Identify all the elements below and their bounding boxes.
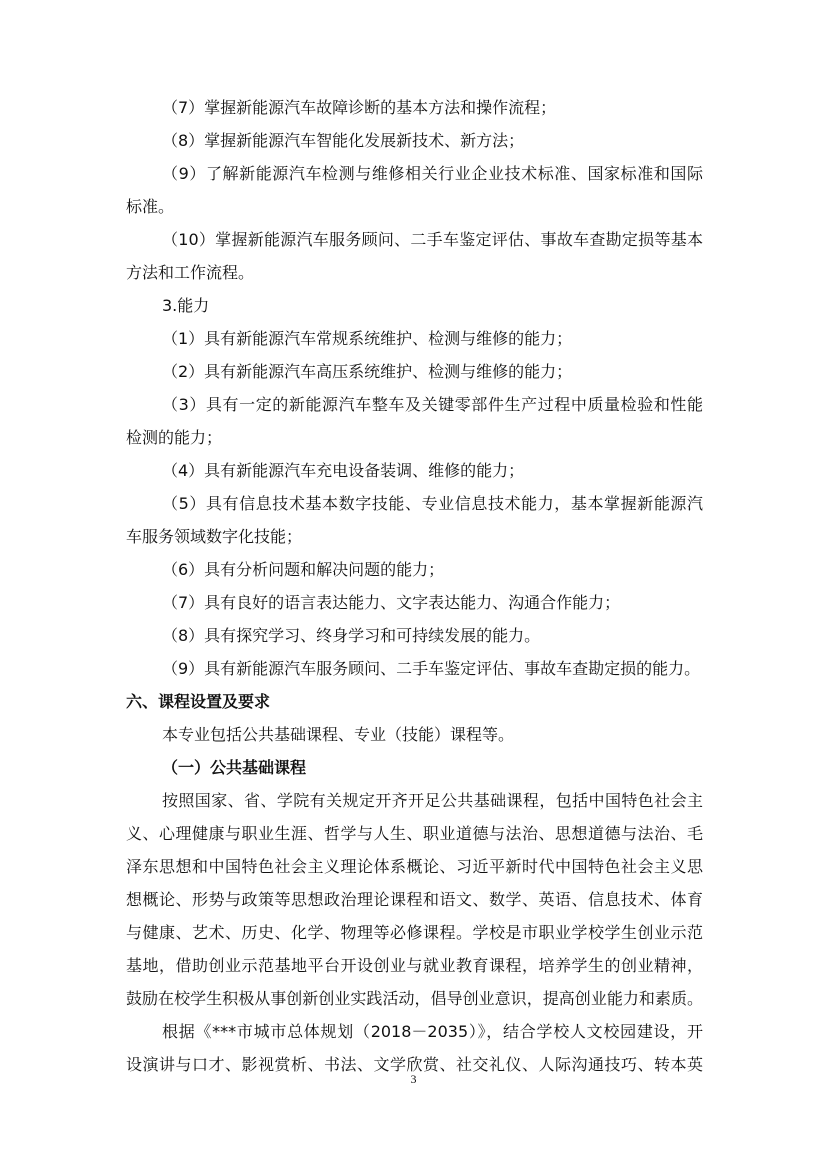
text-line: （7）掌握新能源汽车故障诊断的基本方法和操作流程； [162, 98, 557, 117]
text-line: （7）具有良好的语言表达能力、文字表达能力、沟通合作能力； [162, 593, 621, 612]
text-line: （6）具有分析问题和解决问题的能力； [162, 560, 445, 579]
text-line: 根据《***市城市总体规划（2018－2035）》，结合学校人文校园建设，开 [162, 1022, 703, 1041]
text-line: 与健康、艺术、历史、化学、物理等必修课程。学校是市职业学校学生创业示范 [126, 923, 703, 942]
text-line: （8）具有探究学习、终身学习和可持续发展的能力。 [162, 626, 541, 645]
text-line: 按照国家、省、学院有关规定开齐开足公共基础课程，包括中国特色社会主 [162, 791, 703, 810]
text-line: 车服务领域数字化技能； [126, 527, 303, 546]
text-line: （1）具有新能源汽车常规系统维护、检测与维修的能力； [162, 329, 573, 348]
text-line: （8）掌握新能源汽车智能化发展新技术、新方法； [162, 131, 525, 150]
text-line: 泽东思想和中国特色社会主义理论体系概论、习近平新时代中国特色社会主义思 [126, 857, 703, 876]
section-label: 3.能力 [162, 296, 210, 315]
text-line: 义、心理健康与职业生涯、哲学与人生、职业道德与法治、思想道德与法治、毛 [126, 824, 703, 843]
text-line: （9）具有新能源汽车服务顾问、二手车鉴定评估、事故车查勘定损的能力。 [162, 659, 701, 678]
subsection-heading: （一）公共基础课程 [162, 758, 307, 777]
text-line: 本专业包括公共基础课程、专业（技能）课程等。 [162, 725, 515, 744]
text-line: （4）具有新能源汽车充电设备装调、维修的能力； [162, 461, 525, 480]
text-line: 鼓励在校学生积极从事创新创业实践活动，倡导创业意识，提高创业能力和素质。 [126, 989, 703, 1008]
text-line: 检测的能力； [126, 428, 223, 447]
text-line: 标准。 [126, 197, 175, 216]
text-line: （5）具有信息技术基本数字技能、专业信息技术能力，基本掌握新能源汽 [162, 494, 703, 513]
text-line: （9）了解新能源汽车检测与维修相关行业企业技术标准、国家标准和国际 [162, 164, 703, 183]
text-line: 基地，借助创业示范基地平台开设创业与就业教育课程，培养学生的创业精神， [126, 956, 703, 975]
text-line: 方法和工作流程。 [126, 263, 255, 282]
text-line: 想概论、形势与政策等思想政治理论课程和语文、数学、英语、信息技术、体育 [126, 890, 703, 909]
text-line: 设演讲与口才、影视赏析、书法、文学欣赏、社交礼仪、人际沟通技巧、转本英 [126, 1055, 703, 1074]
text-line: （3）具有一定的新能源汽车整车及关键零部件生产过程中质量检验和性能 [162, 395, 703, 414]
section-heading: 六、课程设置及要求 [126, 692, 271, 711]
text-line: （10）掌握新能源汽车服务顾问、二手车鉴定评估、事故车查勘定损等基本 [162, 230, 703, 249]
text-line: （2）具有新能源汽车高压系统维护、检测与维修的能力； [162, 362, 573, 381]
page-number: 3 [410, 1072, 417, 1086]
